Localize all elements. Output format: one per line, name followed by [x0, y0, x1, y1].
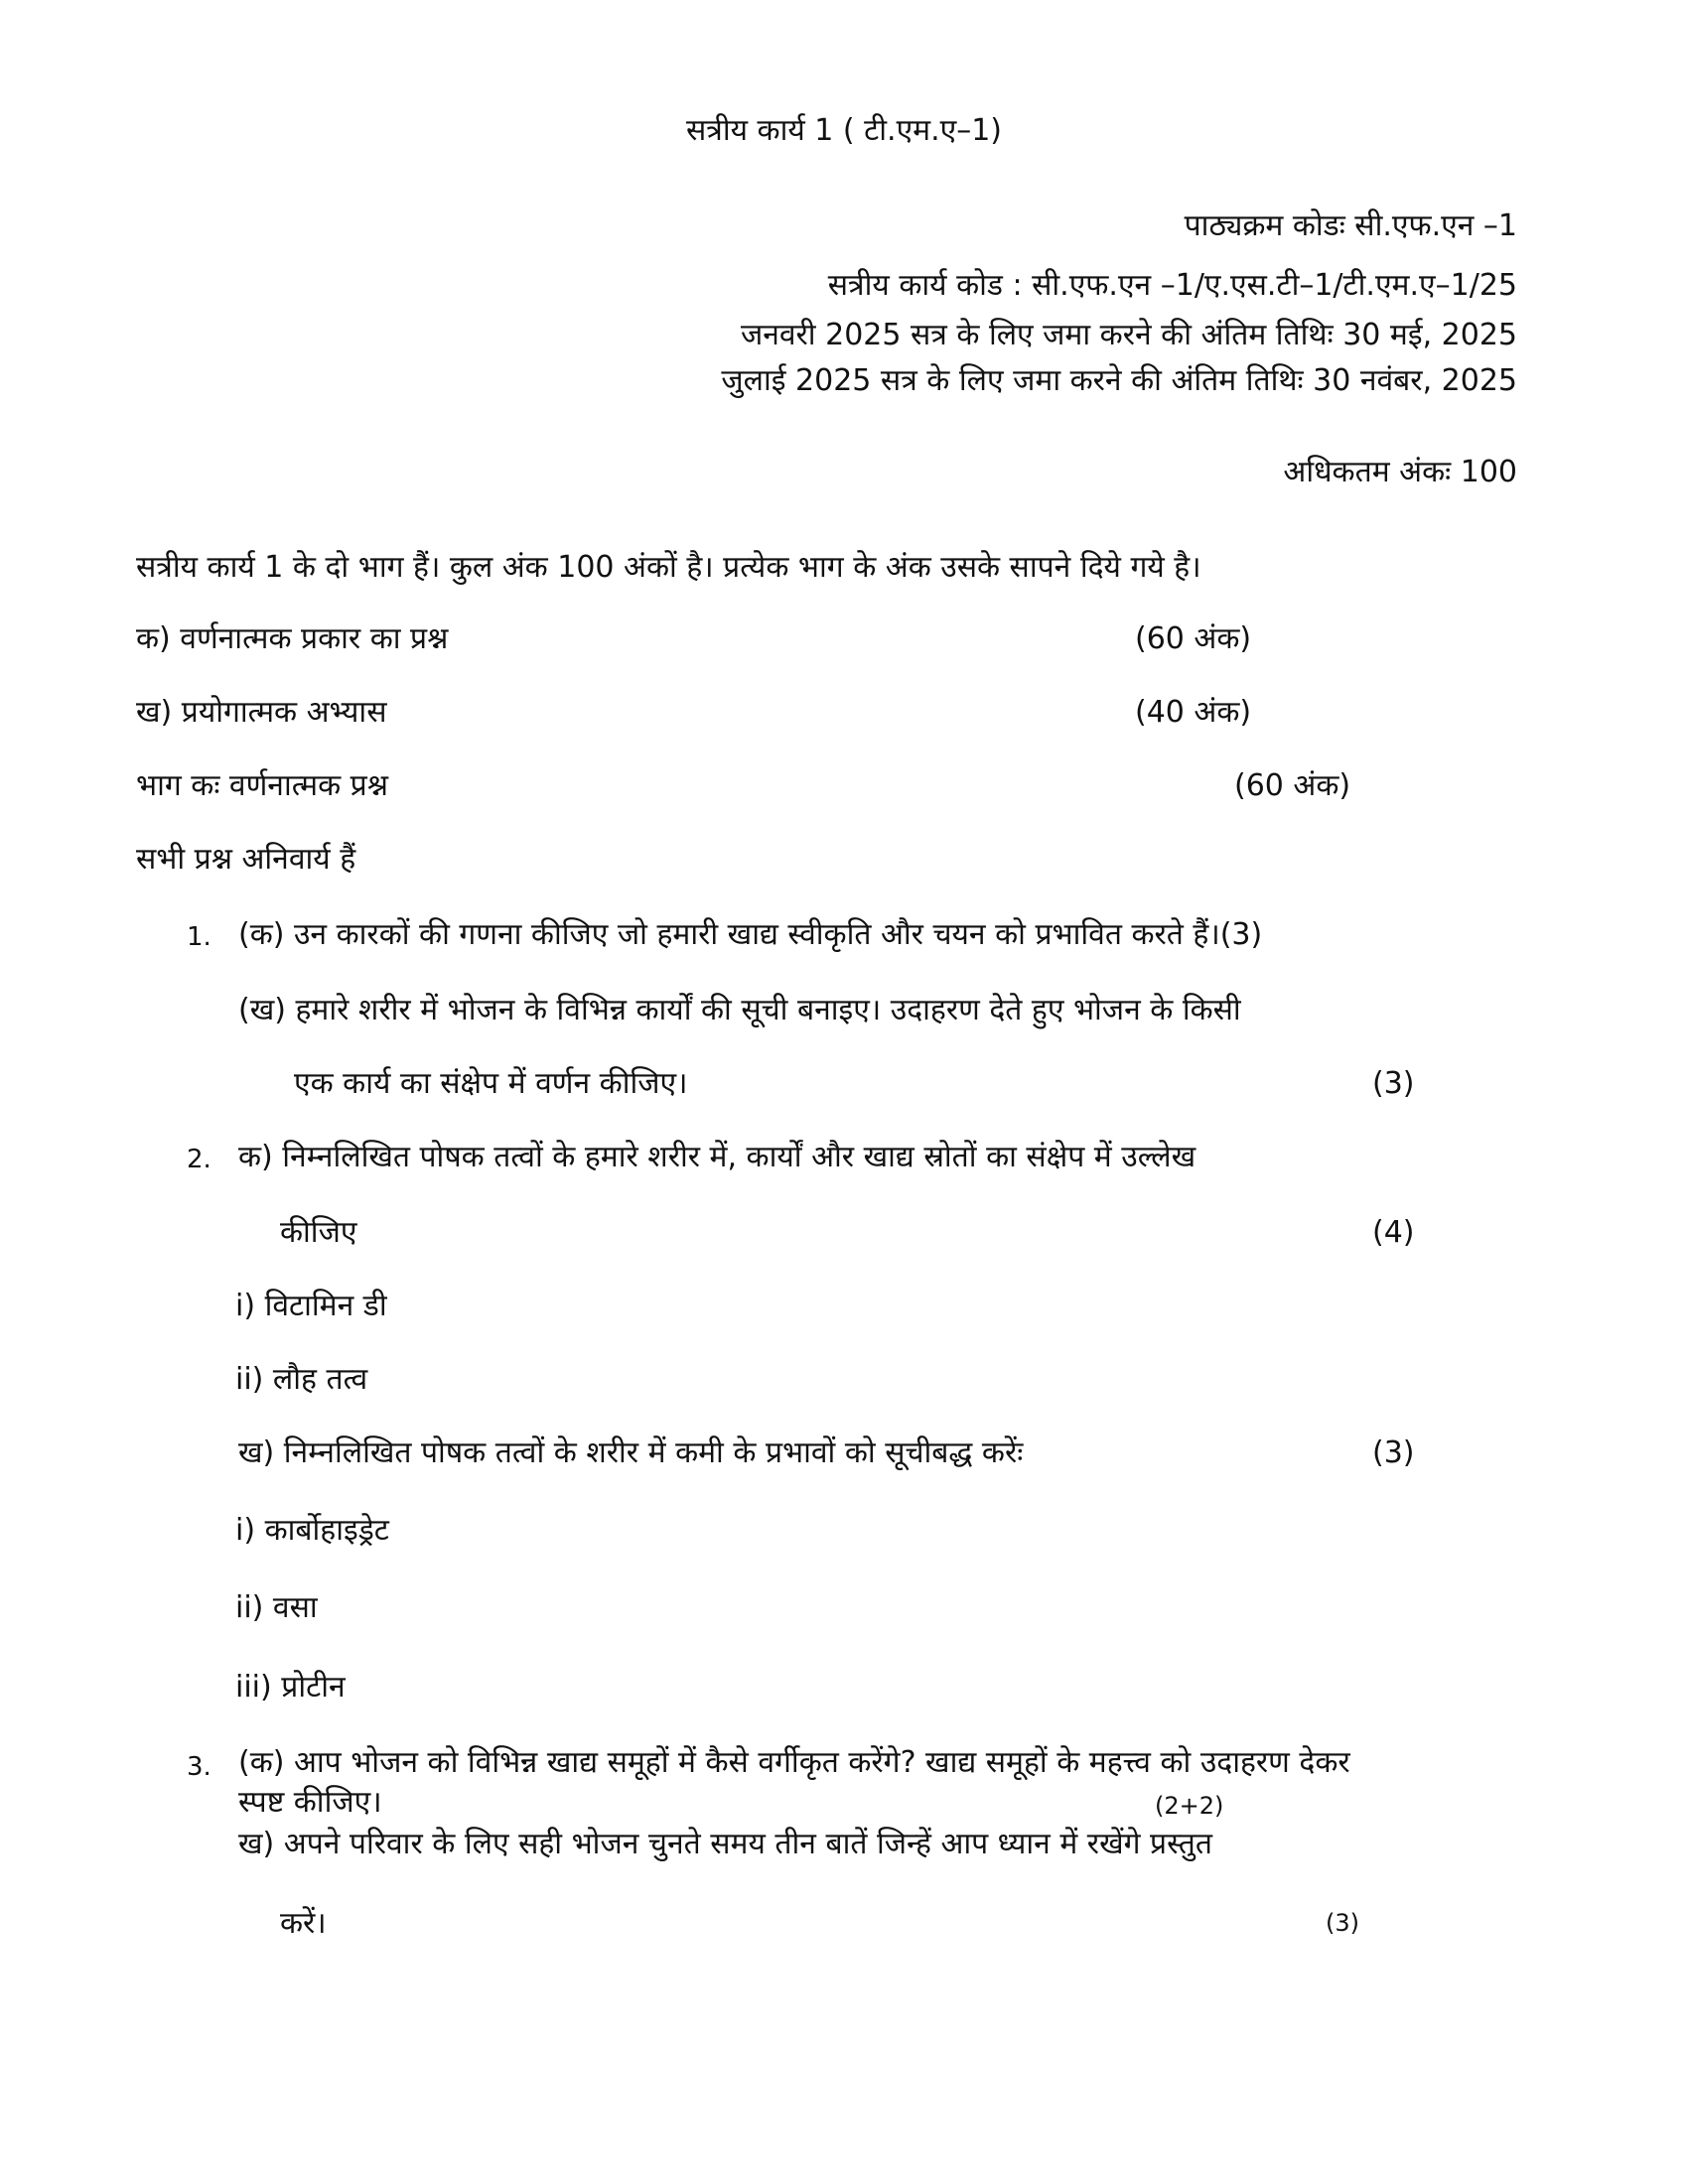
question-3a-line2: स्पष्ट कीजिए।: [238, 1785, 382, 1820]
july-deadline: जुलाई 2025 सत्र के लिए जमा करने की अंतिम तिथिः 30 नवंबर, 2025: [721, 363, 1517, 398]
intro-text: सत्रीय कार्य 1 के दो भाग हैं। कुल अंक 100 अंकों है। प्रत्येक भाग के अंक उसके सापने दिये गये है।: [136, 550, 1201, 585]
question-2a-item-2: ii) लौह तत्व: [235, 1362, 368, 1397]
part-b-marks: (40 अंक): [1135, 695, 1252, 730]
question-2b-item-2: ii) वसा: [235, 1590, 318, 1625]
question-2b-item-1: i) कार्बोहाइड्रेट: [235, 1513, 389, 1548]
section-a-heading: भाग कः वर्णनात्मक प्रश्न: [136, 768, 388, 803]
question-2a-line1: क) निम्नलिखित पोषक तत्वों के हमारे शरीर में, कार्यों और खाद्य स्रोतों का संक्षेप में उल्लेख: [238, 1140, 1196, 1174]
question-2-number: 2.: [187, 1145, 211, 1174]
question-3b-marks: (3): [1326, 1909, 1359, 1937]
question-2a-line2: कीजिए: [280, 1215, 357, 1250]
question-1-number: 1.: [187, 922, 211, 952]
question-3a-marks: (2+2): [1155, 1792, 1224, 1820]
question-2a-item-1: i) विटामिन डी: [235, 1289, 387, 1323]
question-3b-line1: ख) अपने परिवार के लिए सही भोजन चुनते समय तीन बातें जिन्हें आप ध्यान में रखेंगे प्रस्तुत: [238, 1827, 1212, 1861]
january-deadline: जनवरी 2025 सत्र के लिए जमा करने की अंतिम तिथिः 30 मई, 2025: [740, 318, 1517, 352]
question-1b-line1: (ख) हमारे शरीर में भोजन के विभिन्न कार्यों की सूची बनाइए। उदाहरण देते हुए भोजन के किसी: [238, 993, 1241, 1027]
question-1b-marks: (3): [1372, 1066, 1415, 1101]
question-3a-line1: (क) आप भोजन को विभिन्न खाद्य समूहों में कैसे वर्गीकृत करेंगे? खाद्य समूहों के महत्त्व को उदाहरण देकर: [238, 1745, 1350, 1780]
question-2b-marks: (3): [1372, 1435, 1415, 1470]
question-2a-marks: (4): [1372, 1215, 1415, 1250]
part-b-label: ख) प्रयोगात्मक अभ्यास: [136, 695, 387, 730]
max-marks: अधिकतम अंकः 100: [1283, 455, 1517, 489]
compulsory-note: सभी प्रश्न अनिवार्य हैं: [136, 842, 356, 877]
question-2b-item-3: iii) प्रोटीन: [235, 1670, 346, 1705]
question-2b: ख) निम्नलिखित पोषक तत्वों के शरीर में कमी के प्रभावों को सूचीबद्ध करेंः: [238, 1435, 1024, 1470]
part-a-label: क) वर्णनात्मक प्रकार का प्रश्न: [136, 621, 449, 656]
assignment-code: सत्रीय कार्य कोड : सी.एफ.एन –1/ए.एस.टी–1/टी.एम.ए–1/25: [827, 268, 1517, 303]
question-3b-line2: करें।: [280, 1906, 327, 1941]
question-1b-line2: एक कार्य का संक्षेप में वर्णन कीजिए।: [294, 1066, 688, 1101]
question-3-number: 3.: [187, 1752, 211, 1782]
page-title: सत्रीय कार्य 1 ( टी.एम.ए–1): [685, 113, 1003, 148]
part-a-marks: (60 अंक): [1135, 621, 1252, 656]
section-a-marks: (60 अंक): [1234, 768, 1351, 803]
question-1a: (क) उन कारकों की गणना कीजिए जो हमारी खाद्य स्वीकृति और चयन को प्रभावित करते हैं।(3): [238, 917, 1263, 952]
course-code: पाठ्यक्रम कोडः सी.एफ.एन –1: [1184, 208, 1517, 243]
